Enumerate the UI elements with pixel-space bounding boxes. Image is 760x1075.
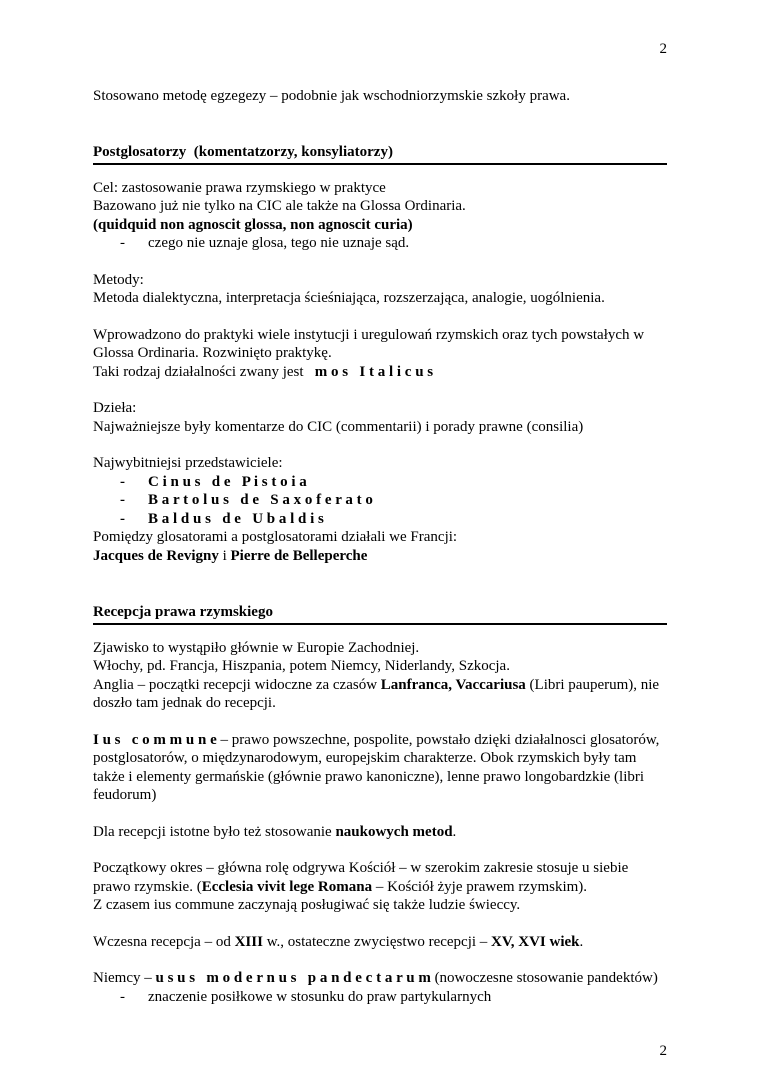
block-ius-commune	[93, 731, 667, 805]
page-number-bottom: 2	[659, 1043, 667, 1059]
line-metody-label: Metody:	[93, 271, 144, 288]
text-run: B a r t o l u s d e S a x o f e r a t o	[148, 492, 373, 508]
text-run: (Libri pauperum), nie doszło tam jednak do recepcji.	[93, 676, 663, 711]
line-dziela-label: Dzieła:	[93, 400, 137, 416]
text-run: Anglia – początki recepcji widoczne za czasów	[93, 676, 381, 693]
block-cel	[93, 179, 667, 253]
page-number-top: 2	[659, 41, 667, 57]
line-jacques	[93, 547, 667, 566]
text-run: w., ostateczne zwycięstwo recepcji –	[262, 933, 492, 950]
list-item-czego	[93, 234, 667, 253]
text-run: XIII	[234, 933, 263, 950]
line-metody-desc: Metoda dialektyczna, interpretacja ścieśniająca, rozszerzająca, analogie, uogólnienia.	[93, 290, 605, 306]
paragraph-poczatkowy	[93, 859, 667, 896]
text-run: Wczesna recepcja – od	[93, 933, 235, 950]
block-poczatkowy	[93, 859, 667, 915]
list-marker: -	[120, 473, 125, 490]
line-zjawisko: Zjawisko to wystąpiło głównie w Europie Zachodniej.	[93, 639, 420, 656]
block-niemcy	[93, 969, 667, 1006]
paragraph-anglia	[93, 676, 667, 713]
text-run: znaczenie posiłkowe w stosunku do praw partykularnych	[148, 988, 492, 1005]
block-wprowadzono	[93, 326, 667, 382]
block-metody	[93, 271, 667, 308]
text-run-mos-italicus: m o s I t a l i c u s	[314, 363, 434, 380]
text-run-ius-commune: I u s c o m m u n e	[93, 731, 217, 748]
line-wczesna	[93, 933, 667, 952]
list-item-bartolus	[93, 491, 667, 510]
list-marker: -	[120, 492, 125, 508]
list-item-cinus	[93, 473, 667, 492]
text-run: Początkowy okres – główna rolę odgrywa Kościół – w szerokim zakresie stosuje u siebie prawo rzymskie. (	[93, 860, 633, 895]
document-page	[93, 40, 667, 1061]
text-run: – prawo powszechne, pospolite, powstało dzięki działalnosci glosatorów, postglosatorów, o międzynarodowym, europejskim charakterze. Obok rzymskich były tam także i elementy germańskie (głównie prawo kanoniczne), lenne prawo longobardzkie (libri feudorum)	[93, 731, 664, 803]
list-item-baldus	[93, 510, 667, 529]
line-cel: Cel: zastosowanie prawa rzymskiego w praktyce	[93, 179, 386, 196]
text-run: Taki rodzaj działalności zwany jest	[93, 363, 315, 380]
line-bazowano: Bazowano już nie tylko na CIC ale także na Glossa Ordinaria.	[93, 198, 466, 214]
line-quidquid: (quidquid non agnoscit glossa, non agnoscit curia)	[93, 216, 413, 233]
text-run-usus-modernus: u s u s m o d e r n u s p a n d e c t a r u m	[155, 970, 431, 986]
text-run: C i n u s d e P i s t o i a	[148, 473, 307, 490]
line-pomiedzy: Pomiędzy glosatorami a postglosatorami działali we Francji:	[93, 529, 458, 545]
text-run: – Kościół żyje prawem rzymskim).	[372, 878, 588, 895]
block-zjawisko	[93, 639, 667, 713]
text-run: czego nie uznaje glosa, tego nie uznaje sąd.	[148, 235, 410, 251]
line-taki-rodzaj	[93, 363, 667, 382]
paragraph-egzegeza: Stosowano metodę egzegezy – podobnie jak wschodniorzymskie szkoły prawa.	[93, 87, 570, 104]
text-run: Lanfranca, Vaccariusa	[380, 676, 526, 693]
text-run: B a l d u s d e U b a l d i s	[148, 510, 324, 527]
text-run: naukowych metod	[335, 823, 453, 840]
text-run: .	[579, 933, 584, 950]
line-dla-recepcji	[93, 823, 667, 842]
list-item-znaczenie	[93, 988, 667, 1007]
list-marker: -	[120, 235, 125, 251]
text-run: .	[452, 823, 457, 840]
block-wczesna	[93, 933, 667, 952]
list-marker: -	[120, 510, 125, 527]
text-run: XV, XVI wiek	[491, 933, 580, 950]
text-run: Pierre de Belleperche	[230, 547, 368, 564]
text-run: Niemcy –	[93, 970, 156, 986]
line-zczasem: Z czasem ius commune zaczynają posługiwać się także ludzie świeccy.	[93, 897, 521, 913]
line-przedstawiciele-label: Najwybitniejsi przedstawiciele:	[93, 455, 283, 471]
heading-postglosatorzy: Postglosatorzy (komentatzorzy, konsyliatorzy)	[93, 143, 667, 165]
text-run: Jacques de Revigny	[93, 547, 219, 564]
block-dziela	[93, 399, 667, 436]
text-run: (nowoczesne stosowanie pandektów)	[430, 970, 658, 986]
line-wlochy: Włochy, pd. Francja, Hiszpania, potem Niemcy, Niderlandy, Szkocja.	[93, 658, 510, 674]
paragraph-wprowadzono: Wprowadzono do praktyki wiele instytucji i uregulowań rzymskich oraz tych powstałych w Glossa Ordinaria. Rozwinięto praktykę.	[93, 326, 648, 361]
text-run: i	[218, 547, 231, 564]
block-dla-recepcji	[93, 823, 667, 842]
heading-recepcja: Recepcja prawa rzymskiego	[93, 603, 667, 625]
line-niemcy	[93, 969, 667, 988]
line-dziela-desc: Najważniejsze były komentarze do CIC (commentarii) i porady prawne (consilia)	[93, 418, 584, 435]
text-run: Ecclesia vivit lege Romana	[201, 878, 373, 895]
text-run: Dla recepcji istotne było też stosowanie	[93, 823, 336, 840]
list-marker: -	[120, 988, 125, 1005]
block-przedstawiciele	[93, 454, 667, 565]
paragraph-ius-commune	[93, 731, 667, 805]
